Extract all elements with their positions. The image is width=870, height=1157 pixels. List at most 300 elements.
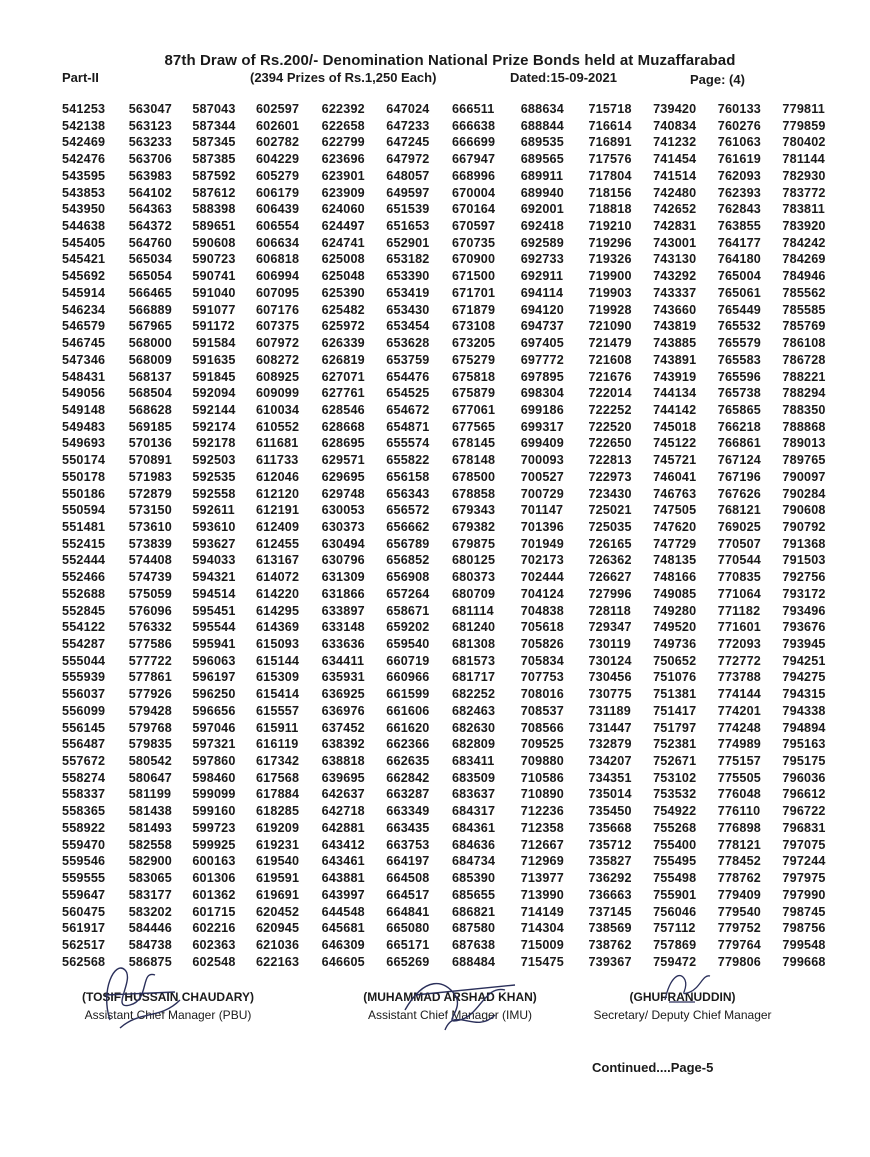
bond-number: 628546 xyxy=(321,402,365,417)
bond-number: 660966 xyxy=(386,670,430,685)
bond-number: 783811 xyxy=(782,202,825,217)
bond-number: 765738 xyxy=(717,386,761,401)
bond-number: 762093 xyxy=(717,168,761,183)
bond-number: 559470 xyxy=(62,837,106,852)
bond-number: 563123 xyxy=(128,118,172,133)
bond-number: 771601 xyxy=(717,620,761,635)
bond-number: 717804 xyxy=(588,168,632,183)
bond-number: 797075 xyxy=(782,837,826,852)
bond-number: 712236 xyxy=(520,804,564,819)
bond-number: 725035 xyxy=(588,519,632,534)
bond-number: 765449 xyxy=(717,302,761,317)
bond-number: 583177 xyxy=(128,887,172,902)
bond-number: 637452 xyxy=(321,720,365,735)
bond-number: 719210 xyxy=(588,219,632,234)
bond-number: 614072 xyxy=(255,570,300,585)
signature-block-pbu xyxy=(58,990,278,1022)
bond-number: 588398 xyxy=(192,202,236,217)
bond-number: 784242 xyxy=(782,235,826,250)
bond-number: 794275 xyxy=(782,670,826,685)
bond-number: 681114 xyxy=(451,603,494,618)
table-row xyxy=(62,887,842,904)
bond-number: 714149 xyxy=(520,904,564,919)
bond-number: 664517 xyxy=(386,887,430,902)
bond-number: 648057 xyxy=(386,168,430,183)
bond-number: 664508 xyxy=(386,871,430,886)
bond-number: 611681 xyxy=(255,436,299,451)
bond-number: 620945 xyxy=(255,921,300,936)
table-row xyxy=(62,385,842,402)
bond-number: 670597 xyxy=(451,219,496,234)
bond-number: 677061 xyxy=(451,402,496,417)
bond-number: 752381 xyxy=(653,737,697,752)
bond-number: 729347 xyxy=(588,620,632,635)
bond-number: 642637 xyxy=(321,787,365,802)
bond-number: 592535 xyxy=(192,469,236,484)
bond-number: 572879 xyxy=(128,486,172,501)
bond-number: 741454 xyxy=(653,152,697,167)
bond-number: 568504 xyxy=(128,386,172,401)
bond-number: 584738 xyxy=(128,937,172,952)
table-row xyxy=(62,285,842,302)
bond-number: 549148 xyxy=(62,402,106,417)
bond-number: 665080 xyxy=(386,921,430,936)
bond-number: 599925 xyxy=(192,837,236,852)
bond-number: 742652 xyxy=(653,202,697,217)
bond-number: 743130 xyxy=(653,252,697,267)
table-row xyxy=(62,636,842,653)
bond-number: 612120 xyxy=(255,486,300,501)
bond-number: 615911 xyxy=(255,720,299,735)
bond-number: 543595 xyxy=(62,168,106,183)
bond-number: 684361 xyxy=(451,820,496,835)
bond-number: 587612 xyxy=(192,185,236,200)
bond-number: 633148 xyxy=(321,620,365,635)
bond-number: 713977 xyxy=(520,871,564,886)
bond-number: 755495 xyxy=(653,854,697,869)
bond-number: 784269 xyxy=(782,252,826,267)
bond-number: 671701 xyxy=(451,285,496,300)
bond-number: 707753 xyxy=(520,670,564,685)
table-row xyxy=(62,770,842,787)
bond-number: 558274 xyxy=(62,770,106,785)
table-row xyxy=(62,920,842,937)
bond-number: 680709 xyxy=(451,586,496,601)
bond-number: 633897 xyxy=(321,603,365,618)
bond-number: 682252 xyxy=(451,687,496,702)
bond-number: 570891 xyxy=(128,453,172,468)
bond-number: 705834 xyxy=(520,653,564,668)
bond-number: 771064 xyxy=(717,586,761,601)
bond-number: 634411 xyxy=(321,653,365,668)
bond-number: 559647 xyxy=(62,887,106,902)
bond-number: 710586 xyxy=(520,770,564,785)
bond-number: 675279 xyxy=(451,352,496,367)
bond-number: 697405 xyxy=(520,336,564,351)
bond-number: 617884 xyxy=(255,787,300,802)
bond-number: 764177 xyxy=(717,235,761,250)
bond-number: 671500 xyxy=(451,269,496,284)
bond-number: 709525 xyxy=(520,737,564,752)
draw-title: 87th Draw of Rs.200/- Denomination National Prize Bonds held at Muzaffarabad xyxy=(164,52,736,69)
bond-number: 748166 xyxy=(653,570,697,585)
bond-number: 666699 xyxy=(451,135,496,150)
bond-number: 699317 xyxy=(520,419,564,434)
bond-number: 719900 xyxy=(588,269,632,284)
table-row xyxy=(62,519,842,536)
bond-number: 583202 xyxy=(128,904,172,919)
bond-number: 701396 xyxy=(520,519,564,534)
bond-number: 628668 xyxy=(321,419,365,434)
bond-number: 774989 xyxy=(717,737,761,752)
bond-number: 596250 xyxy=(192,687,236,702)
bond-number: 734351 xyxy=(588,770,632,785)
bond-number: 692001 xyxy=(520,202,564,217)
bond-number: 608925 xyxy=(255,369,300,384)
bond-number: 719326 xyxy=(588,252,632,267)
bond-number: 638818 xyxy=(321,754,365,769)
bond-number: 756046 xyxy=(653,904,697,919)
bond-number: 587592 xyxy=(192,168,236,183)
bond-number: 769025 xyxy=(717,519,761,534)
bond-number: 687580 xyxy=(451,921,496,936)
bond-number: 629695 xyxy=(321,469,365,484)
bond-number: 730456 xyxy=(588,670,632,685)
bond-number: 793676 xyxy=(782,620,826,635)
bond-number: 778121 xyxy=(717,837,761,852)
bond-number: 798756 xyxy=(782,921,826,936)
bond-number: 694114 xyxy=(520,285,564,300)
bond-number: 591040 xyxy=(192,285,236,300)
bond-number: 653454 xyxy=(386,319,430,334)
bond-number: 583065 xyxy=(128,871,172,886)
bond-number: 684317 xyxy=(451,804,496,819)
bond-number: 679875 xyxy=(451,536,496,551)
bond-number: 776110 xyxy=(717,804,761,819)
table-row xyxy=(62,803,842,820)
bond-number: 765532 xyxy=(717,319,761,334)
bond-number: 552688 xyxy=(62,586,106,601)
bond-number: 647233 xyxy=(386,118,430,133)
bond-number: 743660 xyxy=(653,302,697,317)
bond-number: 654476 xyxy=(386,369,430,384)
bond-number: 774201 xyxy=(717,703,761,718)
bond-number: 741232 xyxy=(653,135,697,150)
bond-number: 575059 xyxy=(128,586,172,601)
table-row xyxy=(62,937,842,954)
bond-number: 779764 xyxy=(717,937,761,952)
table-row xyxy=(62,352,842,369)
bond-number: 794251 xyxy=(782,653,826,668)
bond-number: 565034 xyxy=(128,252,172,267)
bond-number: 678858 xyxy=(451,486,496,501)
bond-number: 542469 xyxy=(62,135,106,150)
bond-number: 737145 xyxy=(588,904,632,919)
bond-number: 715475 xyxy=(520,954,564,969)
bond-number: 547346 xyxy=(62,352,106,367)
bond-number: 556037 xyxy=(62,687,106,702)
table-row xyxy=(62,185,842,202)
bond-number: 550178 xyxy=(62,469,106,484)
bond-number: 771182 xyxy=(717,603,761,618)
table-row xyxy=(62,837,842,854)
table-row xyxy=(62,686,842,703)
bond-number: 625008 xyxy=(321,252,365,267)
table-row xyxy=(62,502,842,519)
bond-number: 702173 xyxy=(520,553,564,568)
bond-number: 749085 xyxy=(653,586,697,601)
prize-bond-numbers-table xyxy=(62,101,842,970)
bond-number: 627761 xyxy=(321,386,365,401)
bond-number: 716891 xyxy=(588,135,632,150)
bond-number: 546745 xyxy=(62,336,106,351)
bond-number: 796722 xyxy=(782,804,826,819)
bond-number: 799548 xyxy=(782,937,826,952)
bond-number: 746763 xyxy=(653,486,697,501)
bond-number: 633636 xyxy=(321,637,365,651)
bond-number: 558365 xyxy=(62,804,106,819)
bond-number: 665269 xyxy=(386,954,430,969)
bond-number: 744134 xyxy=(653,386,697,401)
bond-number: 796036 xyxy=(782,770,826,785)
bond-number: 657264 xyxy=(386,586,430,601)
bond-number: 788868 xyxy=(782,419,826,434)
bond-number: 766861 xyxy=(717,436,761,451)
bond-number: 587345 xyxy=(192,135,236,150)
bond-number: 699186 xyxy=(520,402,564,417)
bond-number: 715009 xyxy=(520,937,564,952)
bond-number: 596656 xyxy=(192,703,236,718)
bond-number: 679382 xyxy=(451,519,496,534)
bond-number: 550186 xyxy=(62,486,106,501)
bond-number: 788350 xyxy=(782,402,826,417)
bond-number: 653419 xyxy=(386,285,430,300)
bond-number: 744142 xyxy=(653,402,697,417)
bond-number: 577722 xyxy=(128,653,172,668)
table-row xyxy=(62,318,842,335)
bond-number: 559546 xyxy=(62,854,106,869)
bond-number: 668996 xyxy=(451,168,496,183)
bond-number: 752671 xyxy=(653,754,697,769)
bond-number: 747620 xyxy=(653,519,697,534)
bond-number: 604229 xyxy=(255,152,300,167)
bond-number: 631309 xyxy=(321,570,365,585)
bond-number: 599723 xyxy=(192,820,236,835)
bond-number: 606554 xyxy=(255,219,300,234)
bond-number: 796612 xyxy=(782,787,826,802)
bond-number: 722650 xyxy=(588,436,632,451)
bond-number: 556099 xyxy=(62,703,106,718)
bond-number: 662366 xyxy=(386,737,430,752)
bond-number: 796831 xyxy=(782,820,826,835)
bond-number: 681308 xyxy=(451,637,496,651)
bond-number: 615093 xyxy=(255,637,300,651)
table-row xyxy=(62,335,842,352)
bond-number: 581438 xyxy=(128,804,172,819)
bond-number: 666638 xyxy=(451,118,496,133)
bond-number: 682809 xyxy=(451,737,496,752)
bond-number: 795163 xyxy=(782,737,826,752)
bond-number: 643997 xyxy=(321,887,365,902)
bond-number: 774144 xyxy=(717,687,761,702)
bond-number: 745122 xyxy=(653,436,697,451)
bond-number: 689535 xyxy=(520,135,564,150)
bond-number: 625390 xyxy=(321,285,365,300)
bond-number: 793172 xyxy=(782,586,826,601)
bond-number: 689940 xyxy=(520,185,564,200)
bond-number: 768121 xyxy=(717,503,761,518)
bond-number: 587043 xyxy=(192,102,236,116)
bond-number: 606994 xyxy=(255,269,300,284)
bond-number: 607375 xyxy=(255,319,300,334)
bond-number: 608272 xyxy=(255,352,300,367)
bond-number: 680125 xyxy=(451,553,496,568)
bond-number: 761063 xyxy=(717,135,761,150)
bond-number: 778452 xyxy=(717,854,761,869)
bond-number: 675879 xyxy=(451,386,496,401)
bond-number: 597046 xyxy=(192,720,236,735)
bond-number: 653628 xyxy=(386,336,430,351)
bond-number: 779752 xyxy=(717,921,761,936)
table-row xyxy=(62,218,842,235)
bond-number: 653390 xyxy=(386,269,430,284)
bond-number: 577586 xyxy=(128,637,172,651)
bond-number: 602597 xyxy=(255,102,300,116)
bond-number: 762393 xyxy=(717,185,761,200)
bond-number: 601715 xyxy=(192,904,236,919)
bond-number: 782930 xyxy=(782,168,826,183)
signatory-role: Assistant Chief Manager (IMU) xyxy=(367,1008,533,1022)
draw-date: Dated:15-09-2021 xyxy=(510,70,617,85)
bond-number: 673108 xyxy=(451,319,496,334)
bond-number: 655574 xyxy=(386,436,430,451)
bond-number: 786108 xyxy=(782,336,826,351)
bond-number: 740834 xyxy=(653,118,697,133)
bond-number: 712667 xyxy=(520,837,564,852)
bond-number: 776898 xyxy=(717,820,761,835)
bond-number: 663753 xyxy=(386,837,430,852)
bond-number: 786728 xyxy=(782,352,826,367)
bond-number: 659202 xyxy=(386,620,430,635)
table-row xyxy=(62,619,842,636)
document-header xyxy=(0,0,870,100)
bond-number: 564102 xyxy=(128,185,172,200)
bond-number: 591635 xyxy=(192,352,236,367)
bond-number: 567965 xyxy=(128,319,172,334)
bond-number: 623909 xyxy=(321,185,365,200)
bond-number: 582900 xyxy=(128,854,172,869)
bond-number: 794338 xyxy=(782,703,826,718)
bond-number: 685390 xyxy=(451,871,496,886)
bond-number: 749736 xyxy=(653,637,697,651)
bond-number: 770507 xyxy=(717,536,761,551)
bond-number: 606439 xyxy=(255,202,300,217)
bond-number: 586875 xyxy=(128,954,172,969)
table-row xyxy=(62,569,842,586)
bond-number: 722014 xyxy=(588,386,632,401)
bond-number: 548431 xyxy=(62,369,106,384)
bond-number: 630796 xyxy=(321,553,365,568)
bond-number: 765583 xyxy=(717,352,761,367)
bond-number: 607095 xyxy=(255,285,300,300)
bond-number: 719928 xyxy=(588,302,632,317)
bond-number: 651539 xyxy=(386,202,430,217)
bond-number: 550174 xyxy=(62,453,106,468)
bond-number: 726165 xyxy=(588,536,632,551)
bond-number: 579768 xyxy=(128,720,172,735)
bond-number: 562568 xyxy=(62,954,106,969)
bond-number: 580542 xyxy=(128,754,172,769)
bond-number: 683411 xyxy=(451,754,495,769)
bond-number: 630373 xyxy=(321,519,365,534)
bond-number: 788294 xyxy=(782,386,826,401)
bond-number: 702444 xyxy=(520,570,564,585)
bond-number: 624060 xyxy=(321,202,365,217)
bond-number: 663349 xyxy=(386,804,430,819)
bond-number: 774248 xyxy=(717,720,761,735)
bond-number: 551481 xyxy=(62,519,106,534)
bond-number: 607972 xyxy=(255,336,300,351)
bond-number: 549056 xyxy=(62,386,106,401)
bond-number: 594321 xyxy=(192,570,236,585)
bond-number: 596063 xyxy=(192,653,236,668)
bond-number: 798745 xyxy=(782,904,826,919)
table-row xyxy=(62,251,842,268)
bond-number: 755498 xyxy=(653,871,697,886)
table-row xyxy=(62,720,842,737)
table-row xyxy=(62,134,842,151)
bond-number: 739367 xyxy=(588,954,632,969)
bond-number: 656908 xyxy=(386,570,430,585)
bond-number: 679343 xyxy=(451,503,496,518)
bond-number: 749280 xyxy=(653,603,697,618)
table-row xyxy=(62,853,842,870)
bond-number: 661620 xyxy=(386,720,430,735)
bond-number: 579428 xyxy=(128,703,172,718)
bond-number: 558337 xyxy=(62,787,106,802)
bond-number: 795175 xyxy=(782,754,826,769)
bond-number: 625048 xyxy=(321,269,365,284)
bond-number: 619540 xyxy=(255,854,300,869)
bond-number: 783920 xyxy=(782,219,826,234)
bond-number: 772093 xyxy=(717,637,761,651)
signature-block-imu xyxy=(335,990,565,1022)
bond-number: 688634 xyxy=(520,102,564,116)
bond-number: 622392 xyxy=(321,102,365,116)
bond-number: 653182 xyxy=(386,252,430,267)
bond-number: 681717 xyxy=(451,670,496,685)
bond-number: 765865 xyxy=(717,402,761,417)
bond-number: 751076 xyxy=(653,670,697,685)
bond-number: 622658 xyxy=(321,118,365,133)
bond-number: 763855 xyxy=(717,219,761,234)
bond-number: 606179 xyxy=(255,185,300,200)
bond-number: 683637 xyxy=(451,787,496,802)
bond-number: 712969 xyxy=(520,854,564,869)
page-number: Page: (4) xyxy=(690,72,745,87)
bond-number: 738762 xyxy=(588,937,632,952)
bond-number: 736292 xyxy=(588,871,632,886)
bond-number: 797975 xyxy=(782,871,826,886)
bond-number: 656789 xyxy=(386,536,430,551)
bond-number: 734207 xyxy=(588,754,632,769)
signatory-name: (TOSIF HUSSAIN CHAUDARY) xyxy=(81,990,254,1004)
bond-number: 721676 xyxy=(588,369,632,384)
bond-number: 730124 xyxy=(588,653,632,668)
bond-number: 686821 xyxy=(451,904,496,919)
bond-number: 625972 xyxy=(321,319,365,334)
bond-number: 671879 xyxy=(451,302,496,317)
